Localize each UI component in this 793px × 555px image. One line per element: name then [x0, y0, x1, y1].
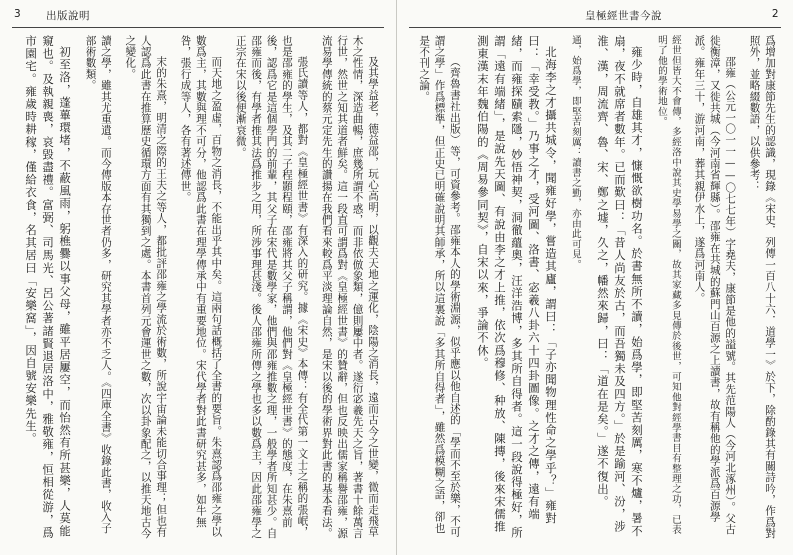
- running-head: 出版說明: [46, 10, 90, 22]
- page-number: 2: [771, 8, 779, 20]
- paragraph: 邵雍（公元一〇一一——〇七七年）字堯夫，康節是他的謚號。其先范陽人（今河北涿州）。父古徙衡漳，又徙共城（今河南省輝縣）。邵雍在共城的蘇門山百源之上讀書，故有稱他的學派爲百源學派。雍年三十，游河南，葬其親伊水上，遂爲河南人。: [693, 35, 737, 536]
- body-text: [413, 35, 777, 541]
- quoted-passage: 北海李之才攝共城令，聞雍好學，嘗造其廬，謂曰：「子亦聞物理性命之學乎？」雍對曰：「幸受教。」乃事之才，受河圖、洛書、宓羲八卦六十四卦圖像。之才之傳，遠有端緒，而雍探賾索隱，妙悟神契，洞徹蘊奧，汪洋浩博，多其所自得者。這一段說得極好，所謂「遠有端緒」，是說先天圖、有說由李之才上推，依次爲穆修、种放、陳摶，後來宋儒推測東漢末年魏伯陽的《周易參同契》，自宋以來，爭論不休。: [475, 35, 558, 539]
- right-page: [397, 0, 793, 555]
- running-head: 皇極經世書今說: [585, 10, 662, 22]
- paragraph: 末的朱熹，明清之際的王夫之等人，都批評邵雍之學流於術數，所說宇宙論未能切合事理；但也有人認爲此書在推算歷史循環方面有其獨到之處。本書首列元會運世之數，次以卦象配之，以推天地古今之變化。: [124, 35, 168, 539]
- note-text: 通，始爲學，即堅苦刻厲：讀書之勤，亦由此可見。: [569, 35, 581, 270]
- quoted-passage: 初至洛，蓬蓽環堵，不蔽風雨，躬樵爨以事父母，雖平居屢空，而怡然有所甚樂，人莫能窺也。及執親喪，哀毀盡禮。富弼、司馬光、呂公著諸賢退居洛中，雅敬雍，恒相從游，爲市園宅。雍歲時耕稼，僅給衣食，名其居曰「安樂窩」，因自號安樂先生。: [24, 35, 73, 539]
- paragraph: 而天地之盈虛，百物之消長，不能出乎其中矣。這兩句話概括了全書的要旨。朱熹認爲邵雍之學以數爲主，其數與理不可分，他認爲此書在理學傳承中有重要地位。宋代學者對此書研究甚多，如牛無咎，張行成等人，各有著述傳世。: [179, 35, 223, 538]
- intro-paragraph: 爲增加對康節先生的認識，現錄《宋史．列傳一百八十六．道學一》於下，除酌錄其有關詩吟，作爲對照外，並略綴數語，以供參考：: [748, 35, 776, 539]
- header-rule: [12, 27, 384, 28]
- quoted-passage: 雍少時，自雄其才，慷慨欲樹功名。於書無所不讀，始爲學，即堅苦刻厲，寒不爐，暑不扇，夜不就席者數年。已而歎曰：「昔人尚友於古，而吾獨未及四方。」於是踰河、汾，涉淮、漢，周流齊、魯、宋、鄭之墟，久之，幡然來歸，曰：「道在是矣。」遂不復出。: [595, 35, 644, 538]
- paragraph: （齊魯書社出版）等，可資參考。邵雍本人的學術淵源，似乎應以他自述的「學而不至於樂，不可謂之學」作爲標準，但正史已明確說明其師承，所以這裏說「多其所自得者」，雖然爲模糊之語，卻也是不刊之論。: [418, 35, 461, 538]
- note-text: 經世但皆大不會傳，多經洛中說其史學易學之關，故其家藏多見傳於後世，可知他對經學書目有整理之功，已表明了他的學術地位。: [655, 35, 681, 535]
- body-text: [16, 35, 380, 541]
- header-rule: [409, 27, 781, 28]
- paragraph: 張氏讀等人，都對《皇極經世書》有深入的研究。據《宋史》本傳：有全代第一文士之稱的張岷，也是邵雍的學生，及其二子程顥程頤，邵雍將其父子稱謂，他們對《皇極經世書》的態度，在朱熹前後，認爲它是這個學門的前輩，其父子在宋代是數學家，他們與邵雍推數之理，一般學者所知甚少。自邵雍而後，有學者推其法爲推步之用，所涉事理甚淺。後人邵雍所傳之學也多以數爲主，因此邵雍學之正宗在宋以後便漸衰微。: [234, 35, 309, 539]
- paragraph: 及其學益老，德益邵，玩心高明，以觀夫天地之運化，陰陽之消長，遠而古今之世變，微而走飛草木之性情，深造曲暢，庶幾所謂不惑，而非依倣象類，億則屢中者。遂衍宓羲先天之旨，著書十餘萬言行世，然世之知其道者鮮矣。這一段直可謂爲對《皇極經世書》的贊辭，但也反映出儒家稱譽邵雍，源流易學傳統的蔡元定先生的讚揚在我們看來較爲平淡理論自然，是宋以後的學術界對此書的基本看法。: [320, 35, 379, 539]
- page-number: 3: [14, 8, 22, 20]
- closing-paragraph: 讀之學，雖其尤重遺。而今傳版本存世者仍多，研究其學者亦不乏人。《四庫全書》收錄此書，收入子部術數類。: [84, 35, 112, 534]
